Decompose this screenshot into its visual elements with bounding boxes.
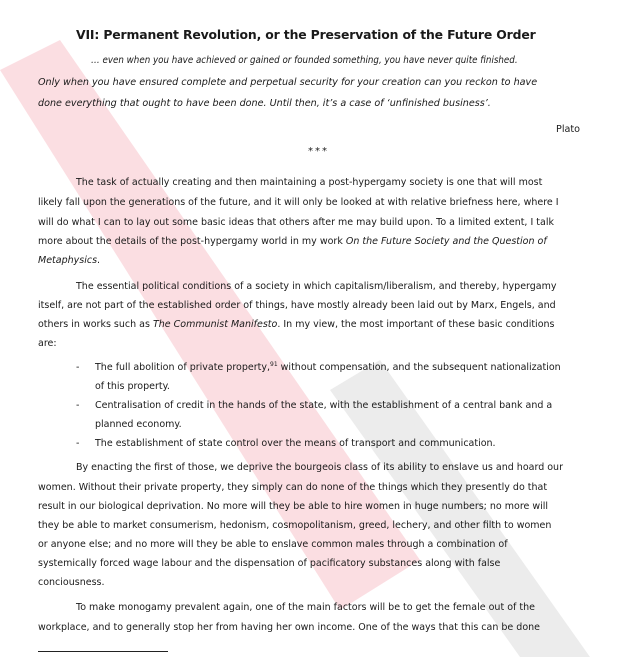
p2-line-2: itself, are not part of the established order of things, have mostly already been laid out by Marx, Engels, and (38, 300, 556, 311)
bullet-2-line-1: Centralisation of credit in the hands of the state, with the establishment of a central bank and a (95, 400, 553, 411)
footnote-ref-91[interactable]: 91 (270, 360, 278, 368)
p1-line-4-text: more about the details of the post-hypergamy world in my work (38, 236, 346, 247)
bullet-1-line-1 (95, 362, 561, 373)
epigraph-line-3: done everything that ought to have been done. Until then, it’s a case of ‘unfinished business’. (38, 98, 491, 109)
epigraph-line-2: Only when you have ensured complete and perpetual security for your creation can you reckon to have (38, 77, 538, 88)
p3-line-7: conciousness. (38, 577, 105, 588)
epigraph-attribution: Plato (556, 124, 580, 135)
p3-line-2: women. Without their private property, they simply can do none of the things which they presently do that (38, 482, 548, 493)
footnote-divider (38, 651, 168, 652)
bullet-marker-1: - (76, 362, 80, 373)
bullet-1-line-2: of this property. (95, 381, 170, 392)
p1-line-5 (38, 255, 100, 266)
p1-line-1: The task of actually creating and then maintaining a post-hypergamy society is one that will most (76, 177, 543, 188)
p2-line-3-pre: others in works such as (38, 319, 153, 330)
p4-line-1: To make monogamy prevalent again, one of the main factors will be to get the female out of the (76, 602, 535, 613)
bullet-3-line-1: The establishment of state control over the means of transport and communication. (95, 438, 496, 449)
bullet-marker-2: - (76, 400, 80, 411)
p3-line-4: they be able to market consumerism, hedonism, cosmopolitanism, greed, lechery, and other filth to women (38, 520, 552, 531)
epigraph-line-1: … even when you have achieved or gained or founded something, you have never quite finished. (91, 55, 518, 66)
p2-line-3 (38, 319, 554, 330)
work-title-metaphysics: Metaphysics (38, 255, 98, 266)
p2-line-1: The essential political conditions of a society in which capitalism/liberalism, and thereby, hypergamy (76, 281, 557, 292)
bullet-1-text: The full abolition of private property, (95, 362, 270, 373)
p3-line-1: By enacting the first of those, we deprive the bourgeois class of its ability to enslave us and hoard our (76, 462, 563, 473)
work-title-communist-manifesto: The Communist Manifesto (152, 319, 278, 330)
p1-line-4 (38, 236, 547, 247)
bullet-2-line-2: planned economy. (95, 419, 182, 430)
p3-line-3: result in our biological deprivation. No more will they be able to hire women in huge numbers; no more will (38, 501, 549, 512)
chapter-heading: VII: Permanent Revolution, or the Preservation of the Future Order (76, 27, 536, 42)
p2-line-4: are: (38, 338, 57, 349)
bullet-1-text-post: without compensation, and the subsequent nationalization (277, 362, 561, 373)
bullet-marker-3: - (76, 438, 80, 449)
p1-line-2: likely fall upon the generations of the future, and it will only be looked at with relative briefness here, where I (38, 197, 559, 208)
p4-line-2: workplace, and to generally stop her from having her own income. One of the ways that this can be done (38, 622, 540, 633)
p1-line-3: will do what I can to lay out some basic ideas that others after me may build upon. To a limited extent, I talk (38, 217, 554, 228)
section-separator: *** (308, 146, 329, 157)
p2-line-3-post: . In my view, the most important of these basic conditions (277, 319, 555, 330)
p3-line-6: systemically forced wage labour and the dispensation of pacificatory substances along with false (38, 558, 501, 569)
p1-line-5-text: . (97, 255, 101, 266)
work-title-future-society: On the Future Society and the Question of (345, 236, 547, 247)
p3-line-5: or anyone else; and no more will they be able to enslave common males through a combination of (38, 539, 508, 550)
